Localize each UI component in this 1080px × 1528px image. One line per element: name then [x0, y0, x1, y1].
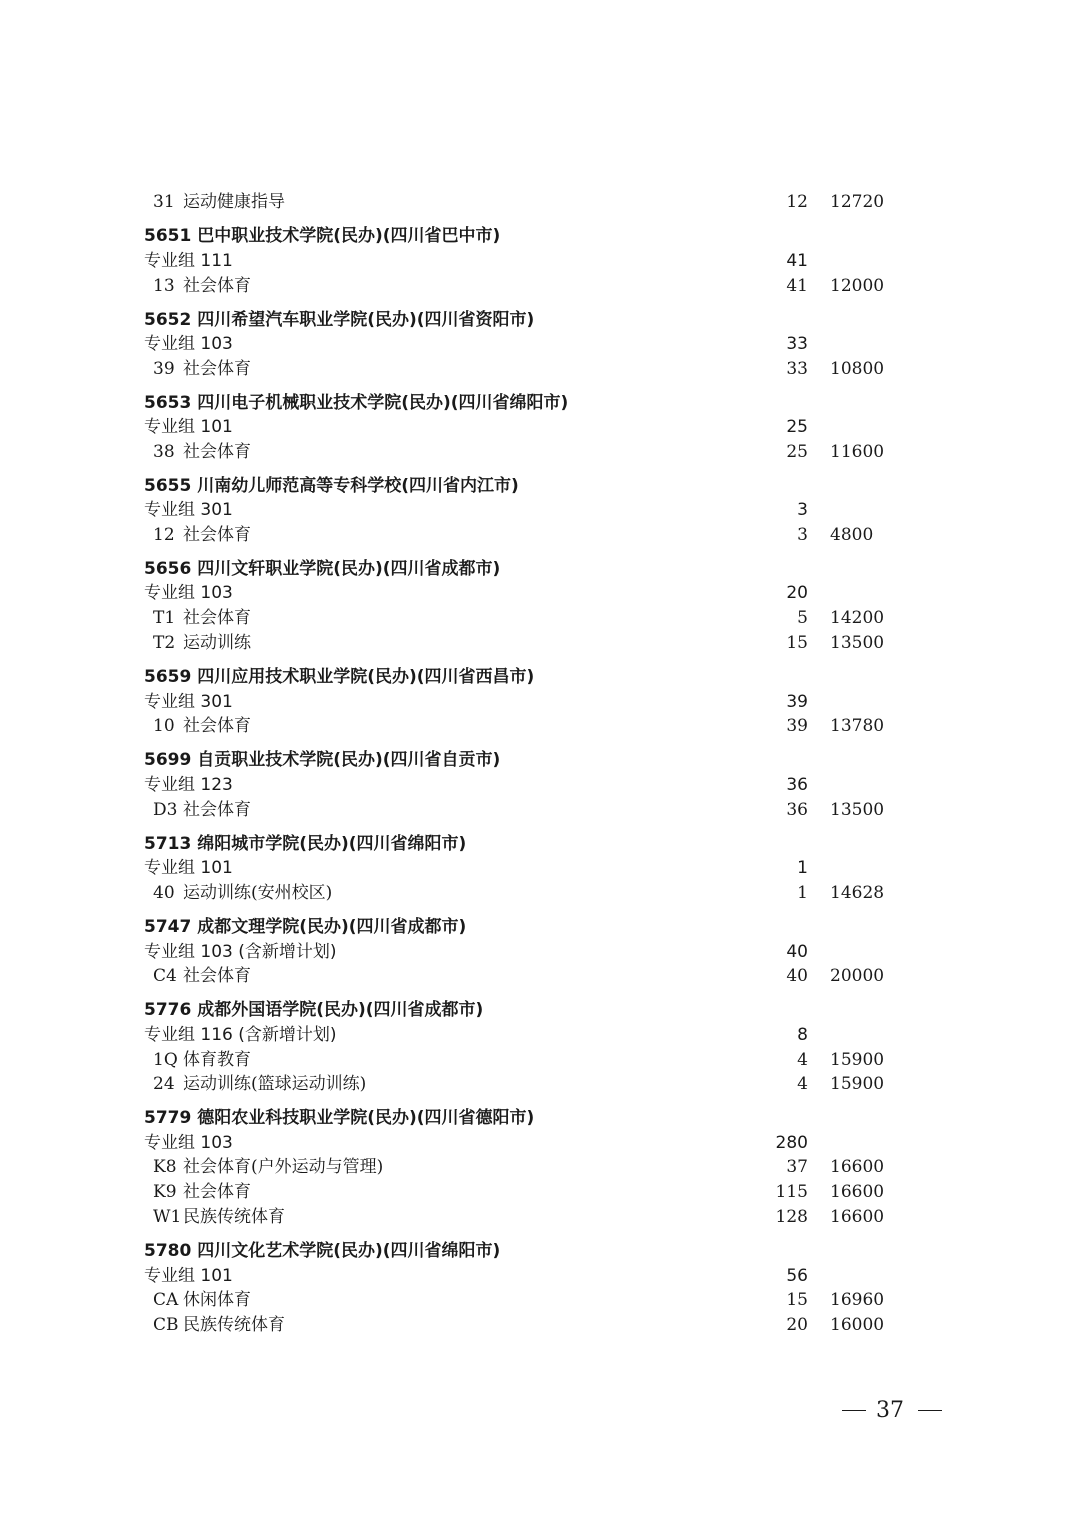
school-name: 5656 四川文轩职业学院(民办)(四川省成都市) [144, 559, 501, 579]
tuition-fee: 16960 [830, 1290, 885, 1310]
school-name: 5652 四川希望汽车职业学院(民办)(四川省资阳市) [144, 310, 535, 330]
major-name: 运动训练(篮球运动训练) [183, 1074, 367, 1094]
page-number-dash-left [842, 1410, 866, 1411]
major-group-row [0, 1023, 1080, 1048]
school-name: 5659 四川应用技术职业学院(民办)(四川省西昌市) [144, 667, 535, 687]
major-group-row [0, 249, 1080, 274]
major-code: CB [153, 1315, 179, 1335]
major-group-row [0, 498, 1080, 523]
tuition-fee: 16600 [830, 1182, 885, 1202]
school-name: 5653 四川电子机械职业技术学院(民办)(四川省绵阳市) [144, 393, 569, 413]
major-row [0, 714, 1080, 739]
major-plan-count: 20 [786, 1315, 808, 1335]
school-header-row [0, 998, 1080, 1023]
major-name: 社会体育 [183, 608, 251, 628]
major-row [0, 1288, 1080, 1313]
major-row [0, 1072, 1080, 1097]
major-row [0, 1155, 1080, 1180]
major-name: 社会体育 [183, 966, 251, 986]
major-code: K9 [153, 1182, 177, 1202]
major-plan-count: 15 [786, 1290, 808, 1310]
group-plan-count: 56 [786, 1266, 808, 1286]
major-row [0, 274, 1080, 299]
tuition-fee: 20000 [830, 966, 885, 986]
major-row [0, 523, 1080, 548]
group-name: 专业组 123 [144, 775, 233, 795]
major-code: 24 [153, 1074, 175, 1094]
school-header-row [0, 665, 1080, 690]
major-code: W1 [153, 1207, 182, 1227]
tuition-fee: 12720 [830, 192, 885, 212]
group-plan-count: 36 [786, 775, 808, 795]
major-group-row [0, 940, 1080, 965]
major-plan-count: 37 [786, 1157, 808, 1177]
major-group-row [0, 773, 1080, 798]
group-name: 专业组 103 (含新增计划) [144, 942, 337, 962]
tuition-fee: 13780 [830, 716, 885, 736]
tuition-fee: 16600 [830, 1207, 885, 1227]
school-header-row [0, 832, 1080, 857]
group-name: 专业组 111 [144, 251, 233, 271]
major-name: 运动训练 [183, 633, 251, 653]
major-plan-count: 115 [775, 1182, 808, 1202]
group-name: 专业组 116 (含新增计划) [144, 1025, 337, 1045]
major-row [0, 1313, 1080, 1338]
major-plan-count: 40 [786, 966, 808, 986]
major-plan-count: 39 [786, 716, 808, 736]
major-code: 40 [153, 883, 175, 903]
group-plan-count: 40 [786, 942, 808, 962]
major-group-row [0, 1131, 1080, 1156]
major-row [0, 798, 1080, 823]
major-row [0, 606, 1080, 631]
school-name: 5713 绵阳城市学院(民办)(四川省绵阳市) [144, 834, 467, 854]
major-name: 民族传统体育 [183, 1315, 285, 1335]
major-code: T2 [153, 633, 176, 653]
group-name: 专业组 101 [144, 858, 233, 878]
major-row [0, 357, 1080, 382]
major-code: 39 [153, 359, 175, 379]
group-plan-count: 33 [786, 334, 808, 354]
major-code: 12 [153, 525, 175, 545]
major-name: 社会体育 [183, 442, 251, 462]
group-name: 专业组 101 [144, 1266, 233, 1286]
group-plan-count: 280 [775, 1133, 808, 1153]
major-plan-count: 5 [797, 608, 808, 628]
tuition-fee: 13500 [830, 633, 885, 653]
tuition-fee: 16000 [830, 1315, 885, 1335]
major-row [0, 1205, 1080, 1230]
major-code: D3 [153, 800, 178, 820]
major-row [0, 190, 1080, 215]
school-name: 5655 川南幼儿师范高等专科学校(四川省内江市) [144, 476, 519, 496]
major-code: T1 [153, 608, 176, 628]
group-name: 专业组 301 [144, 692, 233, 712]
major-name: 民族传统体育 [183, 1207, 285, 1227]
school-header-row [0, 1239, 1080, 1264]
major-row [0, 1180, 1080, 1205]
major-row [0, 1048, 1080, 1073]
major-plan-count: 128 [775, 1207, 808, 1227]
group-plan-count: 20 [786, 583, 808, 603]
tuition-fee: 11600 [830, 442, 885, 462]
major-name: 休闲体育 [183, 1290, 251, 1310]
group-plan-count: 8 [797, 1025, 808, 1045]
major-code: 10 [153, 716, 175, 736]
major-group-row [0, 690, 1080, 715]
group-name: 专业组 103 [144, 583, 233, 603]
major-plan-count: 4 [797, 1074, 808, 1094]
major-row [0, 631, 1080, 656]
page-number-text: 37 [876, 1398, 904, 1423]
school-header-row [0, 557, 1080, 582]
group-plan-count: 25 [786, 417, 808, 437]
major-code: 38 [153, 442, 175, 462]
tuition-fee: 14628 [830, 883, 885, 903]
tuition-fee: 13500 [830, 800, 885, 820]
major-code: CA [153, 1290, 179, 1310]
school-name: 5780 四川文化艺术学院(民办)(四川省绵阳市) [144, 1241, 501, 1261]
page-number [840, 1396, 944, 1426]
group-plan-count: 41 [786, 251, 808, 271]
major-name: 社会体育 [183, 359, 251, 379]
major-plan-count: 3 [797, 525, 808, 545]
tuition-fee: 15900 [830, 1074, 885, 1094]
tuition-fee: 12000 [830, 276, 885, 296]
group-name: 专业组 301 [144, 500, 233, 520]
major-name: 社会体育 [183, 276, 251, 296]
school-name: 5651 巴中职业技术学院(民办)(四川省巴中市) [144, 226, 501, 246]
school-header-row [0, 1106, 1080, 1131]
major-row [0, 964, 1080, 989]
school-name: 5747 成都文理学院(民办)(四川省成都市) [144, 917, 467, 937]
major-name: 社会体育 [183, 525, 251, 545]
school-name: 5779 德阳农业科技职业学院(民办)(四川省德阳市) [144, 1108, 535, 1128]
major-row [0, 440, 1080, 465]
tuition-fee: 15900 [830, 1050, 885, 1070]
major-plan-count: 12 [786, 192, 808, 212]
school-header-row [0, 748, 1080, 773]
major-group-row [0, 581, 1080, 606]
tuition-fee: 14200 [830, 608, 885, 628]
major-row [0, 881, 1080, 906]
school-name: 5776 成都外国语学院(民办)(四川省成都市) [144, 1000, 484, 1020]
major-name: 体育教育 [183, 1050, 251, 1070]
major-plan-count: 4 [797, 1050, 808, 1070]
group-plan-count: 3 [797, 500, 808, 520]
school-header-row [0, 308, 1080, 333]
major-plan-count: 25 [786, 442, 808, 462]
group-plan-count: 1 [797, 858, 808, 878]
major-plan-count: 36 [786, 800, 808, 820]
school-header-row [0, 915, 1080, 940]
major-plan-count: 33 [786, 359, 808, 379]
tuition-fee: 16600 [830, 1157, 885, 1177]
major-group-row [0, 415, 1080, 440]
major-code: 13 [153, 276, 175, 296]
major-group-row [0, 1264, 1080, 1289]
major-code: C4 [153, 966, 177, 986]
school-name: 5699 自贡职业技术学院(民办)(四川省自贡市) [144, 750, 501, 770]
group-name: 专业组 103 [144, 1133, 233, 1153]
major-name: 运动健康指导 [183, 192, 285, 212]
tuition-fee: 4800 [830, 525, 874, 545]
major-plan-count: 15 [786, 633, 808, 653]
major-name: 社会体育 [183, 716, 251, 736]
major-group-row [0, 856, 1080, 881]
major-plan-count: 1 [797, 883, 808, 903]
group-name: 专业组 103 [144, 334, 233, 354]
major-code: 31 [153, 192, 175, 212]
major-group-row [0, 332, 1080, 357]
major-name: 运动训练(安州校区) [183, 883, 333, 903]
group-name: 专业组 101 [144, 417, 233, 437]
tuition-fee: 10800 [830, 359, 885, 379]
major-code: 1Q [153, 1050, 178, 1070]
group-plan-count: 39 [786, 692, 808, 712]
school-header-row [0, 224, 1080, 249]
page-number-dash-right [918, 1410, 942, 1411]
major-name: 社会体育(户外运动与管理) [183, 1157, 384, 1177]
school-header-row [0, 474, 1080, 499]
major-name: 社会体育 [183, 800, 251, 820]
major-code: K8 [153, 1157, 177, 1177]
major-name: 社会体育 [183, 1182, 251, 1202]
school-header-row [0, 391, 1080, 416]
major-plan-count: 41 [786, 276, 808, 296]
